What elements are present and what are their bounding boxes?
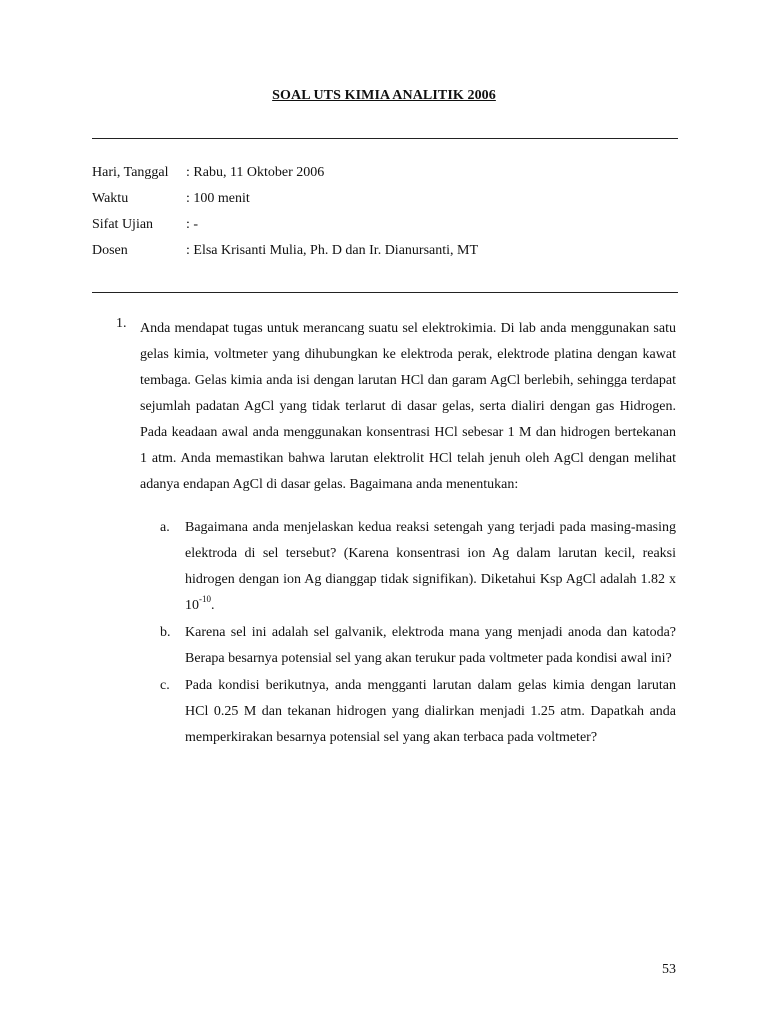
sub-questions xyxy=(160,515,676,752)
sub-question-text: Karena sel ini adalah sel galvanik, elektroda mana yang menjadi anoda dan katoda? Berapa besarnya potensial sel yang akan terukur pada voltmeter pada kondisi awal ini? xyxy=(185,625,676,666)
sub-question-a xyxy=(160,515,676,619)
info-label: Hari, Tanggal xyxy=(92,165,169,180)
info-label: Waktu xyxy=(92,191,129,206)
info-value: : Elsa Krisanti Mulia, Ph. D dan Ir. Dianursanti, MT xyxy=(186,243,479,258)
top-divider xyxy=(92,138,678,139)
exponent: -10 xyxy=(199,594,211,605)
question-1 xyxy=(116,316,676,498)
info-value: : Rabu, 11 Oktober 2006 xyxy=(186,165,325,180)
sub-question-letter: a. xyxy=(160,520,170,535)
sub-question-text: Pada kondisi berikutnya, anda mengganti larutan dalam gelas kimia dengan larutan HCl 0.25 M dan tekanan hidrogen yang dialirkan menjadi 1.25 atm. Dapatkah anda memperkirakan besarnya potensial sel yang akan terbaca pada voltmeter? xyxy=(185,678,676,745)
info-label: Dosen xyxy=(92,243,128,258)
info-row-date xyxy=(92,164,682,190)
info-value: : - xyxy=(186,217,199,232)
sub-question-text: Bagaimana anda menjelaskan kedua reaksi setengah yang terjadi pada masing-masing elektroda di sel tersebut? (Karena konsentrasi ion Ag dalam larutan kecil, reaksi hidrogen dengan ion Ag dianggap tidak signifikan). Diketahui Ksp AgCl adalah 1.82 x $10^{-10}$. xyxy=(185,520,676,613)
info-row-time xyxy=(92,190,682,216)
sub-question-b xyxy=(160,620,676,672)
info-label: Sifat Ujian xyxy=(92,217,154,232)
page-title: SOAL UTS KIMIA ANALITIK 2006 xyxy=(272,88,496,103)
exam-info xyxy=(92,164,682,268)
sub-question-c xyxy=(160,673,676,751)
page-number: 53 xyxy=(662,962,676,977)
info-row-type xyxy=(92,216,682,242)
question-number: 1. xyxy=(116,316,127,331)
info-value: : 100 menit xyxy=(186,191,250,206)
bottom-divider xyxy=(92,292,678,293)
info-row-lecturer xyxy=(92,242,682,268)
sub-question-letter: c. xyxy=(160,678,170,693)
sub-question-letter: b. xyxy=(160,625,171,640)
question-text: Anda mendapat tugas untuk merancang suatu sel elektrokimia. Di lab anda menggunakan satu gelas kimia, voltmeter yang dihubungkan ke elektroda perak, elektrode platina dengan kawat tembaga. Gelas kimia anda isi dengan larutan HCl dan garam AgCl berlebih, sehingga terdapat sejumlah padatan AgCl yang tidak terlarut di dasar gelas, serta dialiri dengan gas Hidrogen. Pada keadaan awal anda menggunakan konsentrasi HCl sebesar 1 M dan hidrogen bertekanan 1 atm. Anda memastikan bahwa larutan elektrolit HCl telah jenuh oleh AgCl dengan melihat adanya endapan AgCl di dasar gelas. Bagaimana anda menentukan: xyxy=(140,321,676,492)
